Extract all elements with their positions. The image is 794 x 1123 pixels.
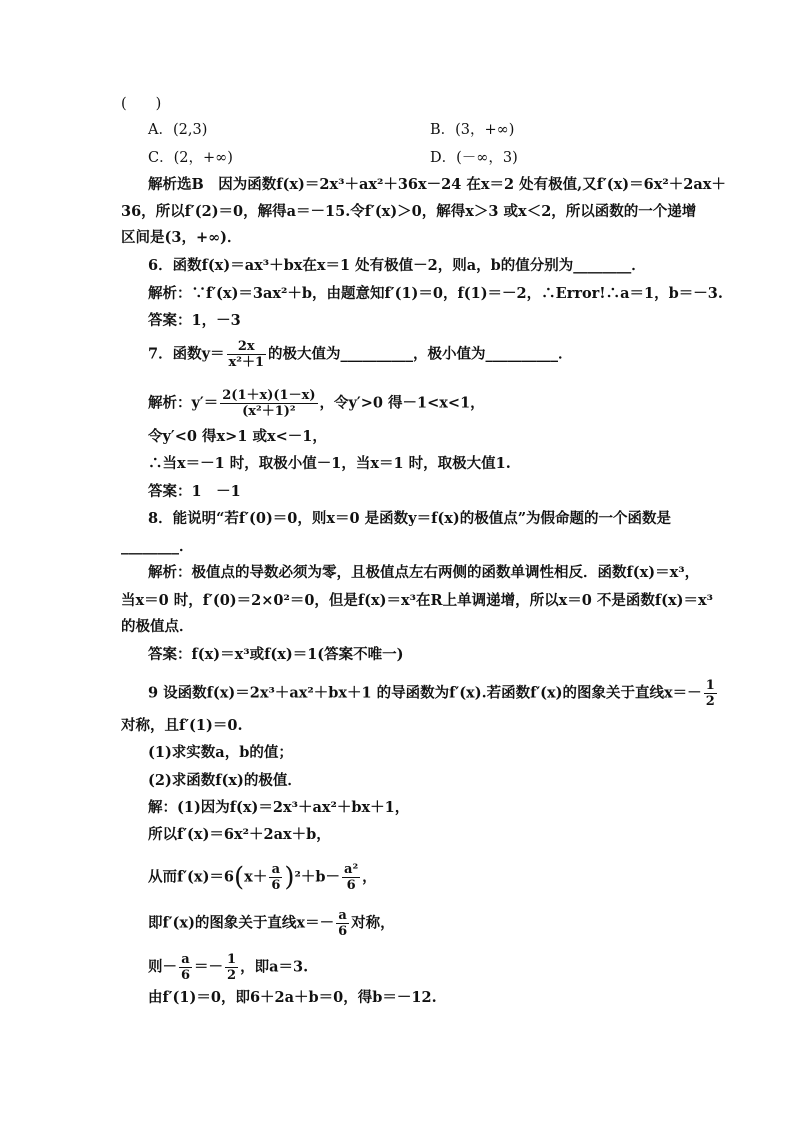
q9-solution-step2: 所以f′(x)＝6x²＋2ax＋b， — [148, 826, 331, 843]
q9-step5-fraction2-num: 1 — [227, 952, 237, 967]
q6-answer: 答案：1，－3 — [148, 312, 241, 329]
q5-option-a: A．(2,3) — [148, 122, 208, 138]
q5-option-c: C．(2，+∞) — [148, 150, 233, 166]
q9-step5-fraction1-den: 6 — [181, 968, 191, 983]
q7-solution-line1 — [148, 388, 485, 419]
right-paren-glyph: ) — [284, 862, 295, 893]
q5-solution-line3: 区间是(3，+∞)． — [121, 229, 242, 246]
q9-step3-suffix: ， — [362, 868, 377, 886]
q6-solution: 解析：∵f′(x)＝3ax²＋b，由题意知f′(1)＝0，f(1)＝－2，∴Error!∴a＝1，b＝－3. — [148, 285, 723, 302]
left-paren-glyph: ( — [234, 862, 245, 893]
q8-solution-line2: 当x＝0 时，f′(0)＝2×0²＝0，但是f(x)＝x³在R上单调递增，所以x＝0 不是函数f(x)＝x³ — [121, 592, 713, 609]
q7-answer: 答案：1 －1 — [148, 483, 241, 500]
q9-solution-step5 — [148, 952, 308, 983]
q7-solution-line3: ∴当x＝－1 时，取极小值－1，当x＝1 时，取极大值1. — [148, 455, 511, 472]
q5-option-b: B．(3，+∞) — [430, 122, 515, 138]
q5-solution-line2: 36，所以f′(2)＝0，解得a＝－15.令f′(x)＞0，解得x＞3 或x＜2，所以函数的一个递增 — [121, 203, 697, 220]
q9-stem-numerator: 1 — [705, 678, 715, 693]
q8-solution-line1: 解析：极值点的导数必须为零，且极值点左右两侧的函数单调性相反．函数f(x)＝x³， — [148, 564, 700, 581]
q5-stem-tail: ( ) — [121, 96, 162, 112]
q6-stem: 6．函数f(x)＝ax³＋bx在x＝1 处有极值－2，则a，b的值分别为________． — [148, 257, 646, 274]
q9-step3-fraction-a — [269, 862, 282, 893]
q9-part1: (1)求实数a，b的值； — [148, 744, 293, 761]
q9-step4-prefix: 即f′(x)的图象关于直线x＝－ — [148, 914, 335, 932]
q9-solution-step4 — [148, 908, 395, 939]
q9-step3-fraction-b-num: a² — [344, 862, 359, 877]
q9-step5-fraction1 — [179, 952, 192, 983]
q9-stem-line1 — [148, 678, 719, 709]
q7-solution-line2: 令y′<0 得x>1 或x<－1， — [148, 428, 327, 445]
q9-step5-equals: ＝－ — [194, 958, 224, 976]
q9-step5-fraction2 — [225, 952, 238, 983]
q9-step3-fraction-b — [342, 862, 360, 893]
q9-step4-denominator: 6 — [338, 924, 348, 939]
q9-solution-step3 — [148, 862, 377, 893]
q8-stem-line1: 8．能说明“若f′(0)＝0，则x＝0 是函数y＝f(x)的极值点”为假命题的一个函数是 — [148, 510, 672, 527]
q8-answer: 答案：f(x)＝x³或f(x)＝1(答案不唯一) — [148, 646, 404, 663]
q7-stem-suffix: 的极大值为__________，极小值为__________． — [268, 345, 573, 363]
q9-step3-prefix: 从而f′(x)＝6 — [148, 868, 235, 886]
q9-step4-fraction — [336, 908, 349, 939]
q9-solution-step6: 由f′(1)＝0，即6＋2a＋b＝0，得b＝－12. — [148, 989, 437, 1006]
q7-stem — [148, 339, 573, 370]
q8-stem-line2: ________． — [121, 538, 194, 555]
q9-step3-x: x＋ — [244, 868, 268, 886]
q9-step3-fraction-a-num: a — [269, 862, 282, 878]
q8-solution-line3: 的极值点． — [121, 618, 194, 635]
q7-solution-prefix: 解析：y′＝ — [148, 394, 219, 412]
q9-step5-fraction2-den: 2 — [227, 968, 237, 983]
q9-step4-suffix: 对称， — [351, 914, 395, 932]
q9-step5-prefix: 则－ — [148, 958, 177, 976]
q7-stem-prefix: 7．函数y＝ — [148, 345, 225, 363]
q7-derivative-denominator: (x²＋1)² — [242, 404, 296, 419]
q9-step5-fraction1-num: a — [179, 952, 192, 968]
q9-stem-line2: 对称，且f′(1)＝0. — [121, 717, 243, 734]
q9-step4-numerator: a — [336, 908, 349, 924]
q7-stem-fraction — [227, 339, 267, 370]
q9-stem-fraction — [704, 678, 717, 709]
q7-stem-denominator: x²＋1 — [228, 355, 265, 370]
q9-stem-denominator: 2 — [705, 694, 715, 709]
q9-stem-prefix: 9 设函数f(x)＝2x³＋ax²＋bx＋1 的导函数为f′(x).若函数f′(x)的图象关于直线x＝－ — [148, 684, 702, 702]
q9-step3-fraction-a-den: 6 — [271, 878, 281, 893]
q9-step3-middle: ²＋b－ — [294, 868, 341, 886]
q9-part2: (2)求函数f(x)的极值． — [148, 772, 302, 789]
q9-solution-step1: 解：(1)因为f(x)＝2x³＋ax²＋bx＋1， — [148, 799, 410, 816]
q9-step3-fraction-b-den: 6 — [346, 878, 356, 893]
q5-solution-line1: 解析选B 因为函数f(x)＝2x³＋ax²＋36x－24 在x＝2 处有极值,又f′(x)＝6x²＋2ax＋ — [148, 176, 726, 193]
q7-stem-numerator: 2x — [227, 339, 267, 355]
q7-derivative-numerator: 2(1＋x)(1－x) — [222, 388, 316, 403]
q7-derivative-fraction — [220, 388, 317, 419]
q7-solution-suffix: ，令y′>0 得－1<x<1， — [319, 394, 485, 412]
q5-option-d: D．(－∞，3) — [430, 150, 518, 166]
q9-step5-suffix: ，即a＝3. — [240, 958, 309, 976]
